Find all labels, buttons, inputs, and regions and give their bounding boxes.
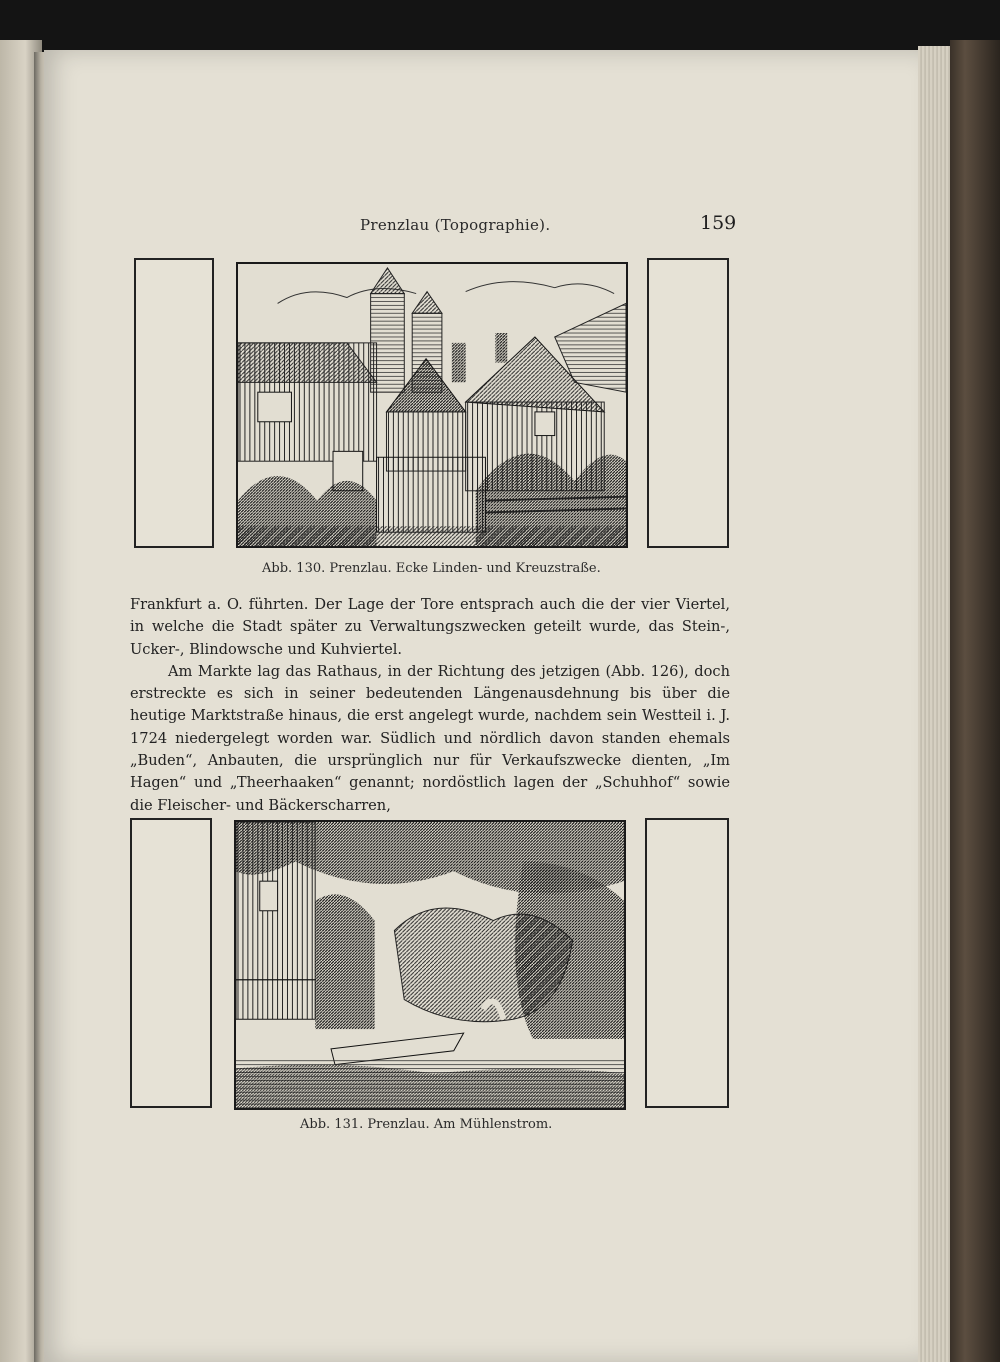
paragraph: Am Markte lag das Rathaus, in der Richtung des jetzigen (Abb. 126), doch erstreckte es sich in seiner bedeutenden Längenausdehnung bis über die heutige Marktstraße hinaus, die erst angelegt wurde, nachdem sein Westteil i. J. 1724 niedergelegt worden war. Südlich und nördlich davon standen ehemals „Buden“, Anbauten, die ursprünglich nur für Verkaufszwecke dienten, „Im Hagen“ und „Theerhaaken“ genannt; nordöstlich lagen der „Schuhhof“ sowie die Fleischer- und Bäckerscharren,	[130, 662, 730, 814]
figure-131-caption: Abb. 131. Prenzlau. Am Mühlenstrom.	[300, 1117, 553, 1132]
figure-frame-right	[645, 818, 729, 1108]
figure-131-illustration	[234, 820, 626, 1110]
paragraph: Frankfurt a. O. führten. Der Lage der Tore entsprach auch die der vier Viertel, in welche die Stadt später zu Verwaltungszwecken geteilt wurde, das Stein-, Ucker-, Blindowsche und Kuhviertel.	[130, 596, 730, 658]
page-number: 159	[700, 212, 737, 234]
body-text	[130, 594, 730, 817]
figure-frame-right	[647, 258, 729, 548]
running-title: Prenzlau (Topographie).	[360, 216, 551, 234]
figure-130-caption: Abb. 130. Prenzlau. Ecke Linden- und Kreuzstraße.	[262, 561, 601, 576]
book-cover	[950, 40, 1000, 1362]
figure-frame-left	[134, 258, 214, 548]
figure-130-illustration	[236, 262, 628, 548]
figure-frame-left	[130, 818, 212, 1108]
